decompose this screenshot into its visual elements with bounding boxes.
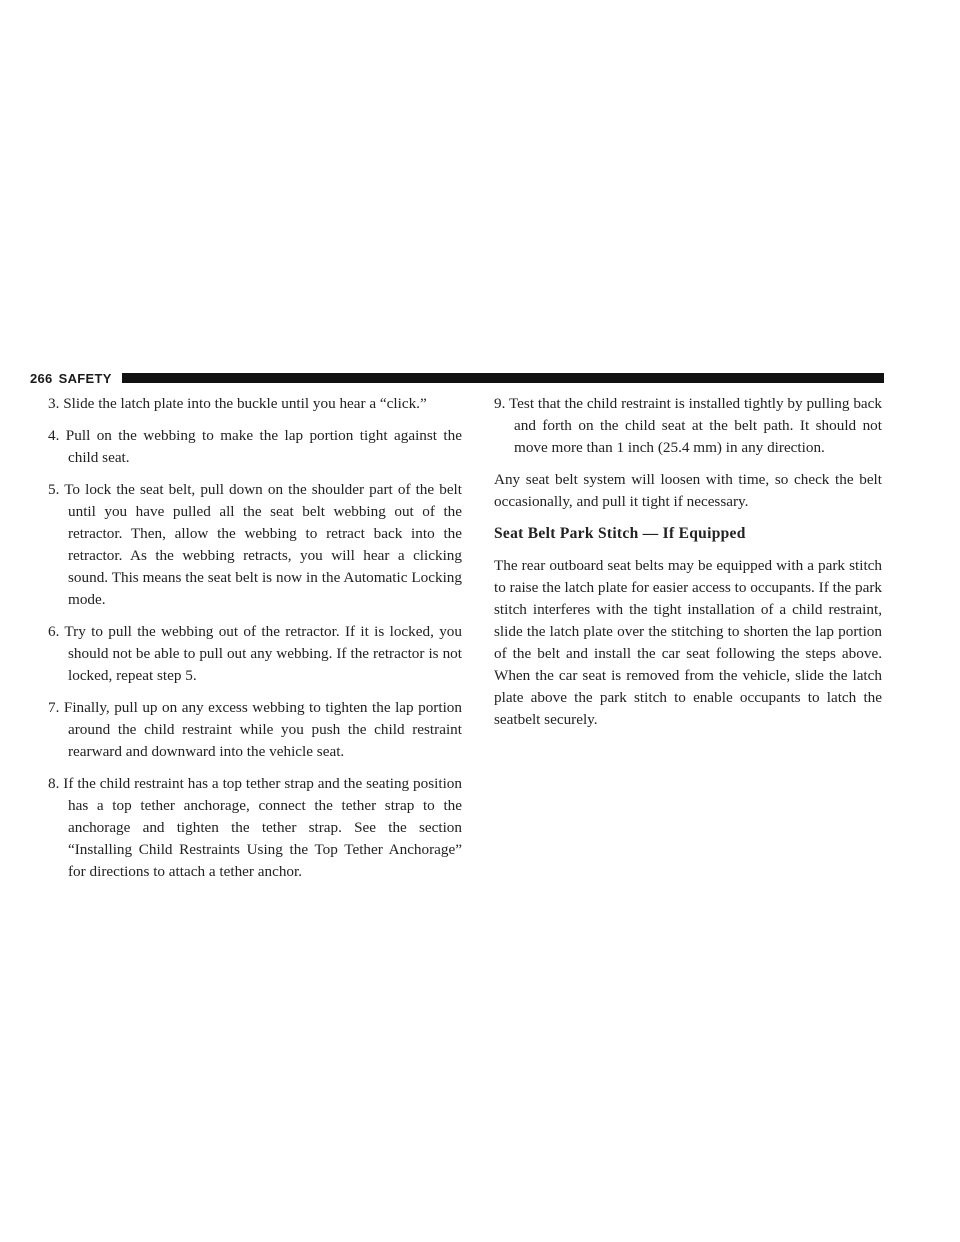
step-7: 7. Finally, pull up on any excess webbing to tighten the lap portion around the child restraint while you push the child restraint rearward and downward into the vehicle seat. [48, 699, 462, 760]
paragraph-park-stitch: The rear outboard seat belts may be equipped with a park stitch to raise the latch plate for easier access to occupants. If the park stitch interferes with the tight installation of a child restraint, slide the latch plate over the stitching to shorten the lap portion of the belt and install the car seat following the steps above. When the car seat is removed from the vehicle, slide the latch plate above the park stitch to enable occupants to latch the seatbelt securely. [494, 557, 882, 728]
step-6: 6. Try to pull the webbing out of the retractor. If it is locked, you should not be able to pull out any webbing. If the retractor is not locked, repeat step 5. [48, 623, 462, 684]
left-column [48, 393, 462, 893]
header-rule [122, 373, 884, 383]
step-8: 8. If the child restraint has a top tether strap and the seating position has a top tether anchorage, connect the tether strap to the anchorage and tighten the tether strap. See the section “Installing Child Restraints Using the Top Tether Anchorage” for directions to attach a tether anchor. [48, 775, 462, 880]
paragraph-loosen: Any seat belt system will loosen with time, so check the belt occasionally, and pull it tight if necessary. [494, 471, 882, 510]
step-3: 3. Slide the latch plate into the buckle until you hear a “click.” [48, 395, 427, 412]
step-4: 4. Pull on the webbing to make the lap portion tight against the child seat. [48, 427, 462, 466]
page-number: 266 [30, 370, 53, 386]
page-header [30, 370, 884, 386]
right-column [494, 393, 882, 741]
step-9: 9. Test that the child restraint is installed tightly by pulling back and forth on the child seat at the belt path. It should not move more than 1 inch (25.4 mm) in any direction. [494, 395, 882, 456]
subheading-park-stitch: Seat Belt Park Stitch — If Equipped [494, 525, 746, 542]
step-5: 5. To lock the seat belt, pull down on the shoulder part of the belt until you have pulled all the seat belt webbing out of the retractor. Then, allow the webbing to retract back into the retractor. As the webbing retracts, you will hear a clicking sound. This means the seat belt is now in the Automatic Locking mode. [48, 481, 462, 608]
section-title: SAFETY [58, 370, 112, 386]
